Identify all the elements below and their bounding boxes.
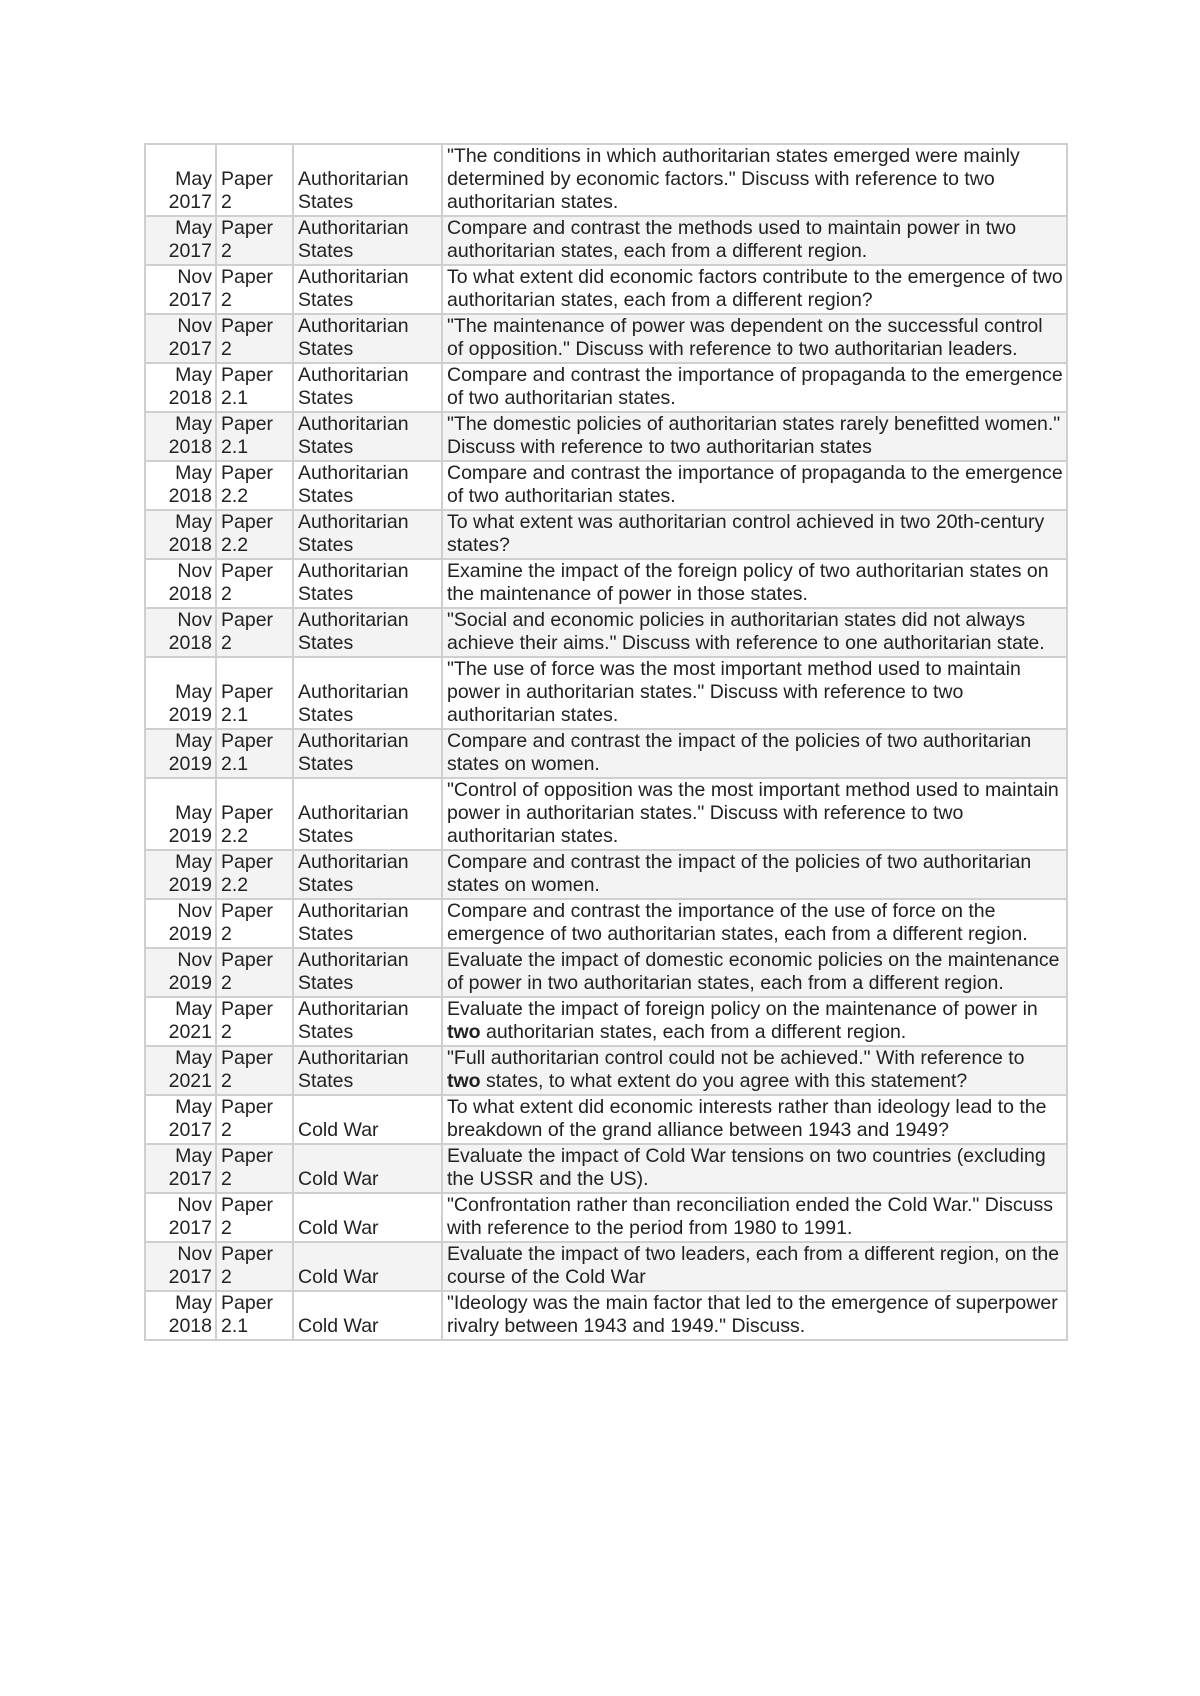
paper-number: 2.1 xyxy=(221,387,249,409)
topic-line: Authoritarian xyxy=(298,1047,409,1069)
topic-line: Authoritarian xyxy=(298,217,409,239)
table-row xyxy=(146,949,1066,996)
session-cell xyxy=(146,560,215,607)
table-row xyxy=(146,1292,1066,1339)
paper-number: 2.1 xyxy=(221,436,249,458)
topic-line: Authoritarian xyxy=(298,315,409,337)
topic-line: Authoritarian xyxy=(298,168,409,190)
paper-word: Paper xyxy=(221,511,274,533)
session-year: 2018 xyxy=(168,485,212,507)
paper-word: Paper xyxy=(221,1292,274,1314)
question-text: Compare and contrast the impact of the policies of two authoritarian states on women. xyxy=(447,730,1032,775)
question-cell xyxy=(443,998,1066,1045)
paper-cell xyxy=(217,1096,292,1143)
paper-number: 2.2 xyxy=(221,534,249,556)
session-cell xyxy=(146,266,215,313)
question-cell xyxy=(443,1243,1066,1290)
session-month: Nov xyxy=(177,1194,212,1216)
session-month: Nov xyxy=(177,315,212,337)
table-row xyxy=(146,145,1066,215)
paper-cell xyxy=(217,1243,292,1290)
session-cell xyxy=(146,998,215,1045)
paper-word: Paper xyxy=(221,168,274,190)
paper-word: Paper xyxy=(221,560,274,582)
topic-line: States xyxy=(298,753,354,775)
session-month: Nov xyxy=(177,609,212,631)
session-month: Nov xyxy=(177,900,212,922)
session-month: May xyxy=(175,364,212,386)
question-text: "The domestic policies of authoritarian states rarely benefitted women." Discuss with reference to two authoritarian states xyxy=(447,413,1061,458)
paper-number: 2 xyxy=(221,1217,232,1239)
session-month: Nov xyxy=(177,949,212,971)
table-row xyxy=(146,998,1066,1045)
session-month: Nov xyxy=(177,266,212,288)
table-row xyxy=(146,1243,1066,1290)
session-cell xyxy=(146,1194,215,1241)
question-cell xyxy=(443,658,1066,728)
topic-line: Authoritarian xyxy=(298,949,409,971)
paper-word: Paper xyxy=(221,1047,274,1069)
paper-cell xyxy=(217,658,292,728)
session-year: 2018 xyxy=(168,583,212,605)
table-row xyxy=(146,1096,1066,1143)
question-cell xyxy=(443,413,1066,460)
question-text: To what extent did economic factors contribute to the emergence of two authoritarian states, each from a different region? xyxy=(447,266,1063,311)
question-emphasis: two xyxy=(447,1021,481,1043)
paper-number: 2 xyxy=(221,1119,232,1141)
session-year: 2017 xyxy=(168,1168,212,1190)
session-year: 2017 xyxy=(168,338,212,360)
session-month: May xyxy=(175,998,212,1020)
topic-line: States xyxy=(298,338,354,360)
paper-number: 2 xyxy=(221,923,232,945)
topic-line: States xyxy=(298,874,354,896)
topic-line: States xyxy=(298,972,354,994)
session-month: Nov xyxy=(177,560,212,582)
paper-cell xyxy=(217,998,292,1045)
table-row xyxy=(146,900,1066,947)
paper-word: Paper xyxy=(221,609,274,631)
topic-line: States xyxy=(298,825,354,847)
topic-line: States xyxy=(298,436,354,458)
topic-cell xyxy=(294,1096,441,1143)
topic-cell xyxy=(294,998,441,1045)
table-row xyxy=(146,462,1066,509)
session-cell xyxy=(146,1292,215,1339)
topic-line: States xyxy=(298,923,354,945)
session-year: 2019 xyxy=(168,923,212,945)
session-cell xyxy=(146,900,215,947)
question-text: Evaluate the impact of two leaders, each from a different region, on the course of the Cold War xyxy=(447,1243,1060,1288)
session-month: May xyxy=(175,413,212,435)
topic-cell xyxy=(294,609,441,656)
paper-number: 2 xyxy=(221,338,232,360)
topic-cell xyxy=(294,900,441,947)
session-year: 2018 xyxy=(168,436,212,458)
question-text: Evaluate the impact of domestic economic policies on the maintenance of power in two authoritarian states, each from a different region. xyxy=(447,949,1060,994)
session-year: 2018 xyxy=(168,1315,212,1337)
question-text: Examine the impact of the foreign policy of two authoritarian states on the maintenance of power in those states. xyxy=(447,560,1049,605)
topic-line: States xyxy=(298,485,354,507)
session-cell xyxy=(146,364,215,411)
question-cell xyxy=(443,900,1066,947)
table-body xyxy=(146,145,1066,1339)
question-text: Compare and contrast the importance of propaganda to the emergence of two authoritarian states. xyxy=(447,462,1063,507)
question-cell xyxy=(443,730,1066,777)
topic-line: States xyxy=(298,1021,354,1043)
table-row xyxy=(146,1145,1066,1192)
topic-cell xyxy=(294,949,441,996)
paper-word: Paper xyxy=(221,315,274,337)
question-cell xyxy=(443,145,1066,215)
session-year: 2017 xyxy=(168,240,212,262)
session-year: 2021 xyxy=(168,1070,212,1092)
paper-cell xyxy=(217,1047,292,1094)
question-cell xyxy=(443,511,1066,558)
session-month: May xyxy=(175,802,212,824)
table-row xyxy=(146,364,1066,411)
session-cell xyxy=(146,315,215,362)
session-year: 2019 xyxy=(168,972,212,994)
session-cell xyxy=(146,462,215,509)
topic-line: Authoritarian xyxy=(298,730,409,752)
session-year: 2018 xyxy=(168,632,212,654)
paper-word: Paper xyxy=(221,802,274,824)
question-cell xyxy=(443,609,1066,656)
session-cell xyxy=(146,1096,215,1143)
question-cell xyxy=(443,315,1066,362)
table-row xyxy=(146,609,1066,656)
paper-word: Paper xyxy=(221,1194,274,1216)
paper-cell xyxy=(217,1292,292,1339)
topic-line: Authoritarian xyxy=(298,998,409,1020)
session-month: Nov xyxy=(177,1243,212,1265)
session-year: 2019 xyxy=(168,753,212,775)
session-cell xyxy=(146,217,215,264)
topic-line: Cold War xyxy=(298,1168,379,1190)
question-text: "Social and economic policies in authoritarian states did not always achieve their aims." Discuss with reference to one authoritarian state. xyxy=(447,609,1045,654)
paper-number: 2.2 xyxy=(221,485,249,507)
question-text: "The maintenance of power was dependent on the successful control of opposition." Discuss with reference to two authoritarian leaders. xyxy=(447,315,1043,360)
paper-word: Paper xyxy=(221,998,274,1020)
session-cell xyxy=(146,779,215,849)
topic-line: Cold War xyxy=(298,1119,379,1141)
topic-cell xyxy=(294,779,441,849)
paper-number: 2.1 xyxy=(221,704,249,726)
paper-cell xyxy=(217,145,292,215)
paper-cell xyxy=(217,364,292,411)
paper-cell xyxy=(217,560,292,607)
paper-word: Paper xyxy=(221,851,274,873)
topic-line: States xyxy=(298,240,354,262)
paper-word: Paper xyxy=(221,266,274,288)
topic-line: Authoritarian xyxy=(298,413,409,435)
topic-line: Authoritarian xyxy=(298,802,409,824)
question-cell xyxy=(443,462,1066,509)
paper-number: 2 xyxy=(221,1070,232,1092)
topic-line: Authoritarian xyxy=(298,266,409,288)
session-month: May xyxy=(175,217,212,239)
paper-number: 2.1 xyxy=(221,753,249,775)
paper-number: 2.2 xyxy=(221,874,249,896)
topic-cell xyxy=(294,730,441,777)
table-row xyxy=(146,779,1066,849)
paper-number: 2 xyxy=(221,289,232,311)
question-text: To what extent did economic interests rather than ideology lead to the breakdown of the grand alliance between 1943 and 1949? xyxy=(447,1096,1047,1141)
topic-cell xyxy=(294,217,441,264)
topic-cell xyxy=(294,462,441,509)
question-text-start: "Full authoritarian control could not be achieved." With reference to xyxy=(447,1047,1025,1069)
paper-cell xyxy=(217,266,292,313)
paper-word: Paper xyxy=(221,413,274,435)
session-cell xyxy=(146,851,215,898)
paper-word: Paper xyxy=(221,681,274,703)
question-cell xyxy=(443,779,1066,849)
paper-word: Paper xyxy=(221,364,274,386)
topic-cell xyxy=(294,851,441,898)
session-month: May xyxy=(175,851,212,873)
question-text: Compare and contrast the importance of the use of force on the emergence of two authoritarian states, each from a different region. xyxy=(447,900,1028,945)
topic-line: States xyxy=(298,632,354,654)
question-text-start: Evaluate the impact of foreign policy on the maintenance of power in xyxy=(447,998,1038,1020)
topic-line: States xyxy=(298,534,354,556)
question-cell xyxy=(443,1292,1066,1339)
session-cell xyxy=(146,609,215,656)
paper-word: Paper xyxy=(221,730,274,752)
paper-cell xyxy=(217,1145,292,1192)
question-text: "Ideology was the main factor that led to the emergence of superpower rivalry between 1943 and 1949." Discuss. xyxy=(447,1292,1058,1337)
session-year: 2019 xyxy=(168,874,212,896)
question-text: To what extent was authoritarian control achieved in two 20th-century states? xyxy=(447,511,1045,556)
table-row xyxy=(146,560,1066,607)
question-text: Compare and contrast the importance of propaganda to the emergence of two authoritarian states. xyxy=(447,364,1063,409)
topic-line: Cold War xyxy=(298,1266,379,1288)
session-year: 2018 xyxy=(168,387,212,409)
table-row xyxy=(146,266,1066,313)
paper-cell xyxy=(217,413,292,460)
table-row xyxy=(146,217,1066,264)
session-month: May xyxy=(175,462,212,484)
topic-line: Authoritarian xyxy=(298,560,409,582)
paper-number: 2 xyxy=(221,240,232,262)
topic-line: Authoritarian xyxy=(298,511,409,533)
topic-cell xyxy=(294,511,441,558)
question-text-end: states, to what extent do you agree with this statement? xyxy=(480,1070,968,1092)
paper-word: Paper xyxy=(221,1145,274,1167)
question-text-end: authoritarian states, each from a different region. xyxy=(480,1021,907,1043)
session-month: May xyxy=(175,1292,212,1314)
paper-number: 2 xyxy=(221,191,232,213)
question-text: Evaluate the impact of Cold War tensions on two countries (excluding the USSR and the US). xyxy=(447,1145,1046,1190)
topic-cell xyxy=(294,413,441,460)
paper-cell xyxy=(217,779,292,849)
paper-number: 2.1 xyxy=(221,1315,249,1337)
session-month: May xyxy=(175,1096,212,1118)
session-month: May xyxy=(175,681,212,703)
topic-line: States xyxy=(298,704,354,726)
topic-line: States xyxy=(298,191,354,213)
session-month: May xyxy=(175,1145,212,1167)
topic-line: States xyxy=(298,583,354,605)
paper-word: Paper xyxy=(221,1096,274,1118)
paper-cell xyxy=(217,1194,292,1241)
session-year: 2017 xyxy=(168,1217,212,1239)
question-cell xyxy=(443,1047,1066,1094)
paper-cell xyxy=(217,217,292,264)
topic-cell xyxy=(294,364,441,411)
topic-line: States xyxy=(298,289,354,311)
session-cell xyxy=(146,730,215,777)
topic-line: Authoritarian xyxy=(298,681,409,703)
exam-questions-table xyxy=(144,143,1068,1341)
paper-word: Paper xyxy=(221,1243,274,1265)
paper-cell xyxy=(217,609,292,656)
question-text: "Control of opposition was the most important method used to maintain power in authoritarian states." Discuss with reference to two authoritarian states. xyxy=(447,779,1059,847)
session-month: May xyxy=(175,511,212,533)
session-year: 2017 xyxy=(168,191,212,213)
session-month: May xyxy=(175,1047,212,1069)
table-row xyxy=(146,851,1066,898)
question-text: "The use of force was the most important method used to maintain power in authoritarian states." Discuss with reference to two authoritarian states. xyxy=(447,658,1021,726)
topic-cell xyxy=(294,1194,441,1241)
topic-line: States xyxy=(298,1070,354,1092)
paper-cell xyxy=(217,511,292,558)
session-cell xyxy=(146,145,215,215)
paper-cell xyxy=(217,949,292,996)
topic-cell xyxy=(294,1047,441,1094)
paper-number: 2 xyxy=(221,972,232,994)
session-year: 2019 xyxy=(168,825,212,847)
paper-word: Paper xyxy=(221,217,274,239)
paper-word: Paper xyxy=(221,900,274,922)
session-cell xyxy=(146,658,215,728)
topic-cell xyxy=(294,658,441,728)
table-row xyxy=(146,658,1066,728)
topic-line: States xyxy=(298,387,354,409)
topic-line: Cold War xyxy=(298,1315,379,1337)
paper-number: 2.2 xyxy=(221,825,249,847)
topic-cell xyxy=(294,145,441,215)
paper-word: Paper xyxy=(221,462,274,484)
session-cell xyxy=(146,413,215,460)
topic-line: Cold War xyxy=(298,1217,379,1239)
question-cell xyxy=(443,1194,1066,1241)
topic-line: Authoritarian xyxy=(298,900,409,922)
question-cell xyxy=(443,364,1066,411)
paper-number: 2 xyxy=(221,1266,232,1288)
paper-number: 2 xyxy=(221,1021,232,1043)
session-month: May xyxy=(175,730,212,752)
table-row xyxy=(146,511,1066,558)
session-cell xyxy=(146,1047,215,1094)
topic-line: Authoritarian xyxy=(298,609,409,631)
paper-cell xyxy=(217,851,292,898)
topic-line: Authoritarian xyxy=(298,364,409,386)
session-cell xyxy=(146,1145,215,1192)
question-cell xyxy=(443,217,1066,264)
topic-cell xyxy=(294,315,441,362)
session-year: 2017 xyxy=(168,1119,212,1141)
paper-number: 2 xyxy=(221,583,232,605)
paper-cell xyxy=(217,315,292,362)
session-year: 2018 xyxy=(168,534,212,556)
session-cell xyxy=(146,511,215,558)
session-year: 2017 xyxy=(168,289,212,311)
session-month: May xyxy=(175,168,212,190)
session-cell xyxy=(146,1243,215,1290)
question-text: "Confrontation rather than reconciliation ended the Cold War." Discuss with reference to the period from 1980 to 1991. xyxy=(447,1194,1054,1239)
session-year: 2017 xyxy=(168,1266,212,1288)
topic-line: Authoritarian xyxy=(298,462,409,484)
question-cell xyxy=(443,1145,1066,1192)
question-text: Compare and contrast the methods used to maintain power in two authoritarian states, each from a different region. xyxy=(447,217,1017,262)
question-text: Compare and contrast the impact of the policies of two authoritarian states on women. xyxy=(447,851,1032,896)
topic-cell xyxy=(294,1145,441,1192)
question-cell xyxy=(443,851,1066,898)
paper-cell xyxy=(217,900,292,947)
question-cell xyxy=(443,1096,1066,1143)
paper-cell xyxy=(217,730,292,777)
paper-number: 2 xyxy=(221,1168,232,1190)
topic-cell xyxy=(294,266,441,313)
paper-number: 2 xyxy=(221,632,232,654)
question-emphasis: two xyxy=(447,1070,481,1092)
topic-line: Authoritarian xyxy=(298,851,409,873)
session-cell xyxy=(146,949,215,996)
table-row xyxy=(146,315,1066,362)
table-row xyxy=(146,730,1066,777)
topic-cell xyxy=(294,1243,441,1290)
question-cell xyxy=(443,949,1066,996)
question-text: "The conditions in which authoritarian states emerged were mainly determined by economic factors." Discuss with reference to two authoritarian states. xyxy=(447,145,1020,213)
paper-cell xyxy=(217,462,292,509)
paper-word: Paper xyxy=(221,949,274,971)
question-cell xyxy=(443,560,1066,607)
topic-cell xyxy=(294,1292,441,1339)
table-row xyxy=(146,1047,1066,1094)
question-cell xyxy=(443,266,1066,313)
topic-cell xyxy=(294,560,441,607)
session-year: 2019 xyxy=(168,704,212,726)
table-row xyxy=(146,413,1066,460)
session-year: 2021 xyxy=(168,1021,212,1043)
table-row xyxy=(146,1194,1066,1241)
